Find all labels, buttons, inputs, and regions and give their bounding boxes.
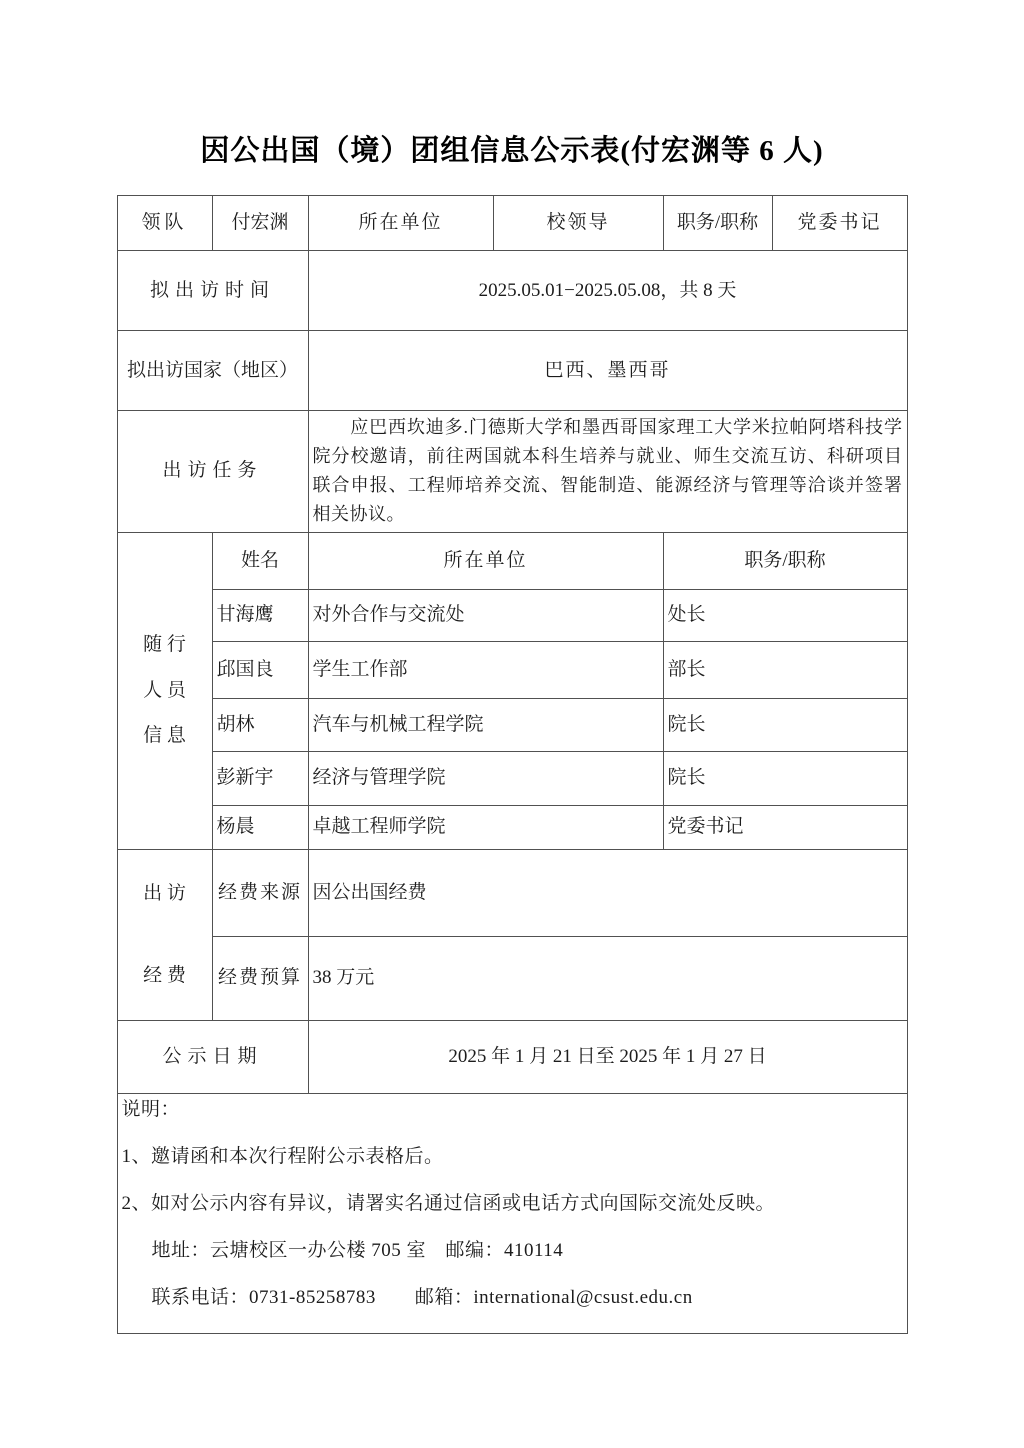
members-section-label-line: 信 息 (143, 725, 186, 747)
member-title: 党委书记 (663, 805, 907, 849)
members-header-unit: 所在单位 (308, 532, 663, 589)
member-title: 院长 (663, 698, 907, 751)
member-unit: 对外合作与交流处 (308, 589, 663, 641)
member-row (117, 641, 907, 698)
leader-row (117, 196, 907, 251)
member-title: 处长 (663, 589, 907, 641)
notes-address: 地址：云塘校区一办公楼 705 室 邮编：410114 (151, 1239, 564, 1261)
publicity-date-value: 2025 年 1 月 21 日至 2025 年 1 月 27 日 (308, 1020, 907, 1093)
visit-country-value: 巴西、墨西哥 (308, 331, 907, 411)
member-name: 彭新宇 (212, 751, 308, 805)
visit-time-label: 拟出访时间 (117, 251, 308, 331)
members-section-label-line: 随 行 (143, 634, 186, 656)
leader-title-label: 职务/职称 (663, 196, 772, 251)
publicity-date-label: 公示日期 (117, 1020, 308, 1093)
notes-contact: 联系电话：0731-85258783 邮箱：international@csust.edu.cn (151, 1286, 693, 1308)
member-row (117, 751, 907, 805)
member-row (117, 805, 907, 849)
leader-title-value: 党委书记 (772, 196, 907, 251)
visit-task-text: 应巴西坎迪多.门德斯大学和墨西哥国家理工大学米拉帕阿塔科技学院分校邀请，前往两国就本科生培养与就业、师生交流互访、科研项目联合申报、工程师培养交流、智能制造、能源经济与管理等洽谈并签署相关协议。 (312, 417, 903, 525)
publicity-date-row (117, 1020, 907, 1093)
leader-label: 领队 (117, 196, 212, 251)
delegation-info-table (117, 195, 908, 1334)
funding-budget-label: 经费预算 (212, 936, 308, 1020)
funding-source-row (117, 849, 907, 936)
leader-name: 付宏渊 (212, 196, 308, 251)
member-title: 部长 (663, 641, 907, 698)
visit-country-label: 拟出访国家（地区） (117, 331, 308, 411)
member-name: 邱国良 (212, 641, 308, 698)
member-unit: 汽车与机械工程学院 (308, 698, 663, 751)
funding-section-label (117, 849, 212, 1020)
member-row (117, 589, 907, 641)
notes-heading: 说明： (121, 1098, 181, 1120)
members-header-row (117, 532, 907, 589)
member-unit: 卓越工程师学院 (308, 805, 663, 849)
funding-source-label: 经费来源 (212, 849, 308, 936)
page-title: 因公出国（境）团组信息公示表(付宏渊等 6 人) (200, 135, 824, 167)
member-name: 杨晨 (212, 805, 308, 849)
members-header-title: 职务/职称 (663, 532, 907, 589)
member-title: 院长 (663, 751, 907, 805)
funding-budget-value: 38 万元 (308, 936, 907, 1020)
leader-unit-value: 校领导 (493, 196, 663, 251)
funding-budget-row (117, 936, 907, 1020)
members-header-name: 姓名 (212, 532, 308, 589)
funding-section-label-line: 经 费 (143, 964, 186, 986)
leader-unit-label: 所在单位 (308, 196, 493, 251)
notes-cell (117, 1093, 907, 1333)
notes-item: 1、邀请函和本次行程附公示表格后。 (121, 1145, 444, 1167)
member-row (117, 698, 907, 751)
notes-item: 2、如对公示内容有异议，请署实名通过信函或电话方式向国际交流处反映。 (121, 1192, 776, 1214)
members-section-label (117, 532, 212, 849)
visit-task-value (308, 411, 907, 533)
member-name: 胡林 (212, 698, 308, 751)
notes-row (117, 1093, 907, 1333)
funding-source-value: 因公出国经费 (308, 849, 907, 936)
visit-time-value: 2025.05.01−2025.05.08，共 8 天 (308, 251, 907, 331)
member-name: 甘海鹰 (212, 589, 308, 641)
visit-country-row (117, 331, 907, 411)
visit-task-row (117, 411, 907, 533)
visit-task-label: 出访任务 (117, 411, 308, 533)
members-section-label-line: 人 员 (143, 679, 186, 701)
member-unit: 经济与管理学院 (308, 751, 663, 805)
funding-section-label-line: 出 访 (143, 882, 186, 904)
member-unit: 学生工作部 (308, 641, 663, 698)
visit-time-row (117, 251, 907, 331)
